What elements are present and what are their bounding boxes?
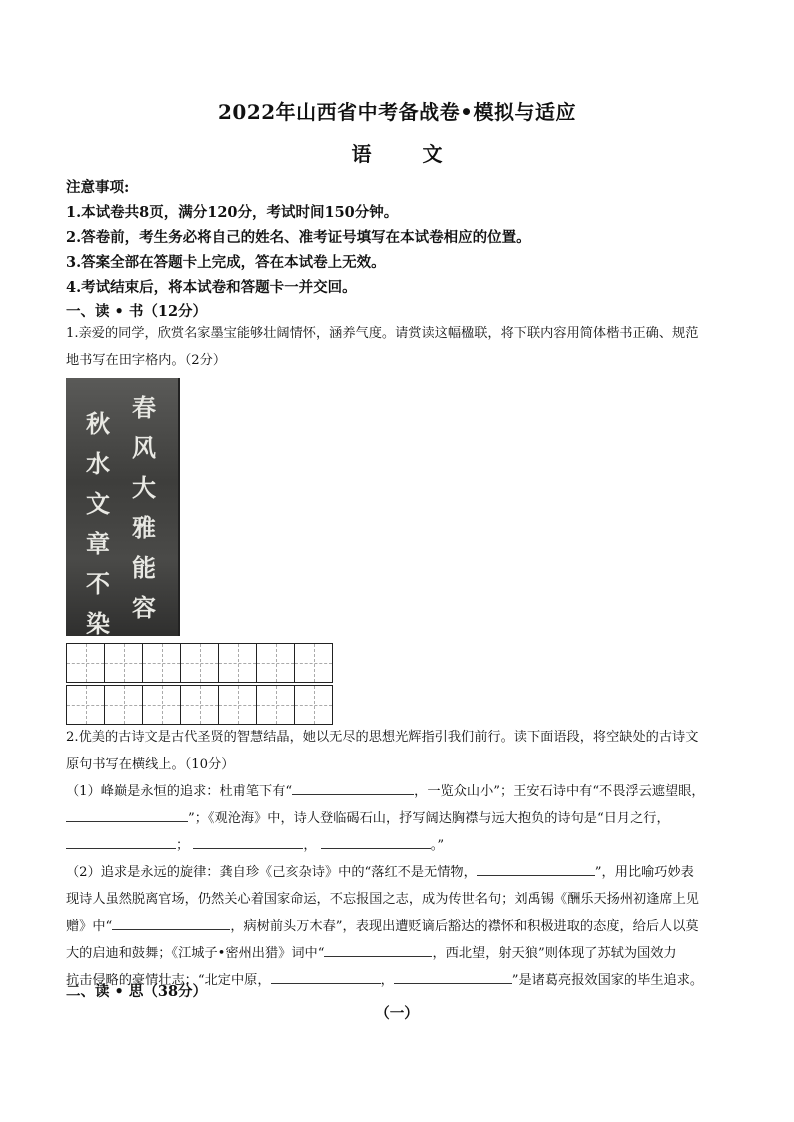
exam-title: 2022年山西省中考备战卷•模拟与适应 [218,100,576,124]
text: 赠》中“ [66,919,113,934]
text: 。” [430,838,445,853]
answer-blank[interactable] [292,780,414,795]
q2-part2-line2: 现诗人虽然脱离官场，仍然关心着国家命运，不忘报国之志，成为传世名句；刘禹锡《酬乐天扬州初逢席上见 [66,892,699,907]
note-item: 2.答卷前，考生务必将自己的姓名、准考证号填写在本试卷相应的位置。 [66,229,531,246]
q2-part1-line3 [66,832,746,859]
text: （1）峰巅是永恒的追求：杜甫笔下有“ [66,784,293,799]
couplet-char: 风 [132,433,156,462]
q2-part2-line4 [66,940,746,967]
answer-blank[interactable] [112,915,230,930]
couplet-char: 春 [132,393,156,422]
text: ，西北望，射天狼”则体现了苏轼为国效力 [432,946,677,961]
q2-intro: 2.优美的古诗文是古代圣贤的智慧结晶，她以无尽的思想光辉指引我们前行。读下面语段，将空缺处的古诗文 [66,730,699,745]
q2-intro: 原句书写在横线上。（10分） [66,757,235,772]
grid-cell[interactable] [257,644,295,682]
answer-blank[interactable] [394,969,512,984]
calligraphy-couplet-image [66,378,180,636]
answer-blank[interactable] [271,969,381,984]
writing-grid-row[interactable] [66,685,333,725]
text: 大的启迪和鼓舞；《江城子•密州出猎》词中“ [66,946,325,961]
couplet-char: 不 [86,569,110,598]
text: ， [380,973,394,988]
q2-text [66,724,746,994]
q2-part2-line3 [66,913,746,940]
section2-heading: 二、读 • 思（38分） [66,983,208,1000]
couplet-char: 大 [132,473,156,502]
grid-cell[interactable] [105,686,143,724]
q1-line: 1.亲爱的同学，欣赏名家墨宝能够壮阔情怀，涵养气度。请赏读这幅楹联，将下联内容用简体楷书正确、规范 [66,326,699,341]
note-item: 4.考试结束后，将本试卷和答题卡一并交回。 [66,279,357,296]
grid-cell[interactable] [219,644,257,682]
notes-heading: 注意事项: [66,179,130,196]
grid-cell[interactable] [67,644,105,682]
answer-blank[interactable] [321,834,431,849]
couplet-char: 秋 [86,409,110,438]
couplet-char: 水 [86,449,110,478]
q2-part2-line1 [66,859,746,886]
text: ”，用比喻巧妙表 [594,865,694,880]
grid-cell[interactable] [295,686,333,724]
answer-blank[interactable] [324,942,432,957]
couplet-char: 染 [86,609,110,638]
text: ， [303,838,317,853]
grid-cell[interactable] [295,644,333,682]
answer-blank[interactable] [193,834,303,849]
text: ”；《观沧海》中，诗人登临碣石山，抒写阔达胸襟与远大抱负的诗句是“日月之行， [188,811,670,826]
q1-line: 地书写在田字格内。（2分） [66,353,227,368]
text: （2）追求是永远的旋律：龚自珍《己亥杂诗》中的“落红不是无情物， [66,865,477,880]
grid-cell[interactable] [143,644,181,682]
answer-blank[interactable] [477,861,595,876]
q2-part1-line1 [66,778,746,805]
exam-subject: 语 文 [351,142,465,166]
text: ； [176,838,190,853]
couplet-char: 文 [86,489,110,518]
note-item: 1.本试卷共8页，满分120分，考试时间150分钟。 [66,204,399,221]
text: ，病树前头万木春”，表现出遭贬谪后豁达的襟怀和积极进取的态度，给后人以莫 [230,919,699,934]
q2-part1-line2 [66,805,746,832]
answer-blank[interactable] [66,834,176,849]
answer-blank[interactable] [66,807,188,822]
text: ，一览众山小”；王安石诗中有“不畏浮云遮望眼， [414,784,705,799]
text: 抗击侵略的豪情壮志；“北定中原， [66,973,271,988]
grid-cell[interactable] [181,686,219,724]
couplet-char: 能 [132,553,156,582]
couplet-char: 容 [132,593,156,622]
grid-cell[interactable] [219,686,257,724]
couplet-upper [124,388,164,628]
grid-cell[interactable] [257,686,295,724]
couplet-lower [78,404,118,644]
grid-cell[interactable] [181,644,219,682]
writing-grid-row[interactable] [66,643,333,683]
grid-cell[interactable] [143,686,181,724]
grid-cell[interactable] [105,644,143,682]
couplet-char: 雅 [132,513,156,542]
text: ”是诸葛亮报效国家的毕生追求。 [511,973,704,988]
note-item: 3.答案全部在答题卡上完成，答在本试卷上无效。 [66,254,386,271]
section2-subheading: （一） [375,1005,419,1022]
grid-cell[interactable] [67,686,105,724]
section1-heading: 一、读 • 书（12分） [66,303,208,320]
couplet-char: 章 [86,529,110,558]
q1-text [66,320,746,374]
